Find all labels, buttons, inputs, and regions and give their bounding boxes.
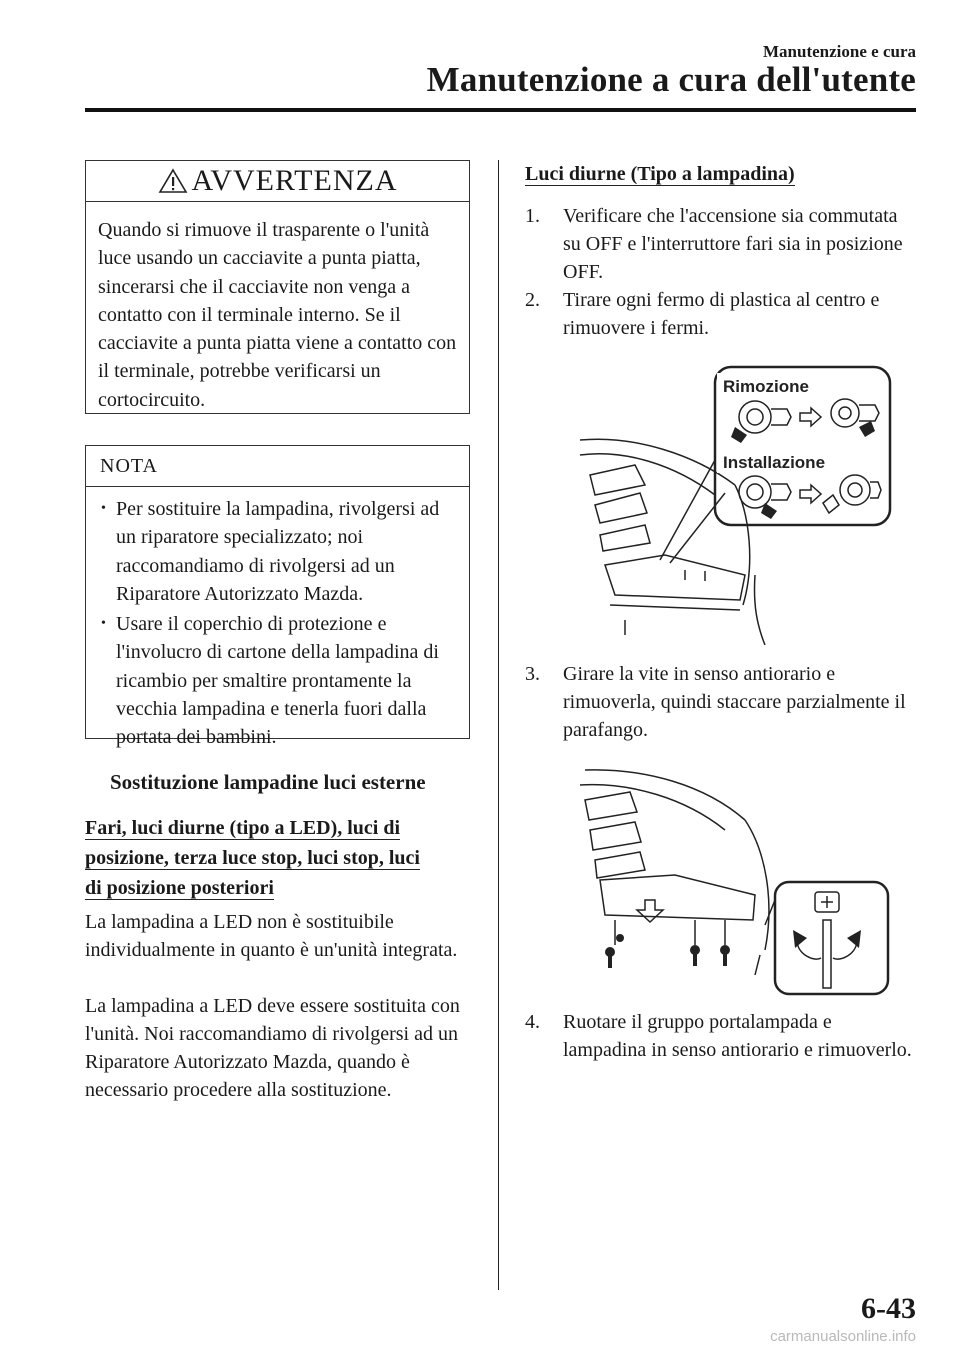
step-item (525, 1008, 915, 1064)
bulb-heading-text: Luci diurne (Tipo a lampadina) (525, 163, 795, 185)
watermark: carmanualsonline.info (770, 1328, 916, 1345)
note-item: • Per sostituire la lampadina, rivolgersi ad un riparatore specializzato; noi raccomandiamo di rivolgersi ad un Riparatore Autorizzato Mazda. (98, 495, 459, 608)
step-number: 1. (525, 205, 540, 227)
step-item (525, 202, 915, 286)
led-heading (85, 814, 420, 902)
steps-1-2 (525, 202, 915, 342)
step-4 (525, 1008, 915, 1064)
warning-box (85, 160, 470, 414)
step-number: 3. (525, 663, 540, 685)
header-section: Manutenzione e cura (763, 42, 916, 61)
step-text: Tirare ogni fermo di plastica al centro e rimuovere i fermi. (563, 289, 880, 339)
step-item (525, 286, 915, 342)
step-text: Ruotare il gruppo portalampada e lampadina in senso antiorario e rimuoverlo. (563, 1011, 912, 1061)
step-text: Girare la vite in senso antiorario e rimuoverla, quindi staccare parzialmente il parafango. (563, 663, 906, 741)
column-divider (498, 160, 499, 1290)
page-number: 6-43 (861, 1292, 916, 1325)
note-item: • Usare il coperchio di protezione e l'involucro di cartone della lampadina di ricambio per smaltire prontamente la vecchia lampadina e tenerla fuori dalla portata dei bambini. (98, 610, 459, 751)
led-heading-line: posizione, terza luce stop, luci stop, luci (85, 847, 420, 869)
page-title: Manutenzione a cura dell'utente (426, 60, 916, 99)
warning-text: Quando si rimuove il trasparente o l'unità luce usando un cacciavite a punta piatta, sincerarsi che il cacciavite non venga a contatto con il terminale interno. Se il cacciavite a punta piatta viene a contatto con il terminale, potrebbe verificarsi un cortocircuito. (98, 219, 457, 411)
step-text: Verificare che l'accensione sia commutata su OFF e l'interruttore fari sia in posizione OFF. (563, 205, 903, 283)
screw-removal-figure (575, 760, 895, 1000)
led-heading-line: di posizione posteriori (85, 877, 274, 899)
note-list (86, 487, 469, 752)
led-paragraph-2: La lampadina a LED deve essere sostituita con l'unità. Noi raccomandiamo di rivolgersi ad un Riparatore Autorizzato Mazda, quando è necessario procedere alla sostituzione. (85, 995, 460, 1101)
note-title: NOTA (86, 446, 469, 487)
note-box (85, 445, 470, 749)
warning-title-bar (86, 161, 469, 202)
led-paragraph-1: La lampadina a LED non è sostituibile individualmente in quanto è un'unità integrata. (85, 911, 458, 961)
clip-removal-figure (575, 365, 895, 645)
figure-label-remove: Rimozione (723, 377, 809, 396)
step-item (525, 660, 915, 744)
step-number: 2. (525, 289, 540, 311)
header-rule (85, 108, 916, 112)
step-number: 4. (525, 1011, 540, 1033)
led-heading-line: Fari, luci diurne (tipo a LED), luci di (85, 817, 401, 839)
warning-title: AVVERTENZA (191, 164, 398, 197)
figure-label-install: Installazione (723, 453, 826, 472)
warning-triangle-icon (158, 168, 188, 194)
section-title: Sostituzione lampadine luci esterne (110, 770, 426, 794)
step-3 (525, 660, 915, 744)
bulb-heading (525, 160, 795, 188)
